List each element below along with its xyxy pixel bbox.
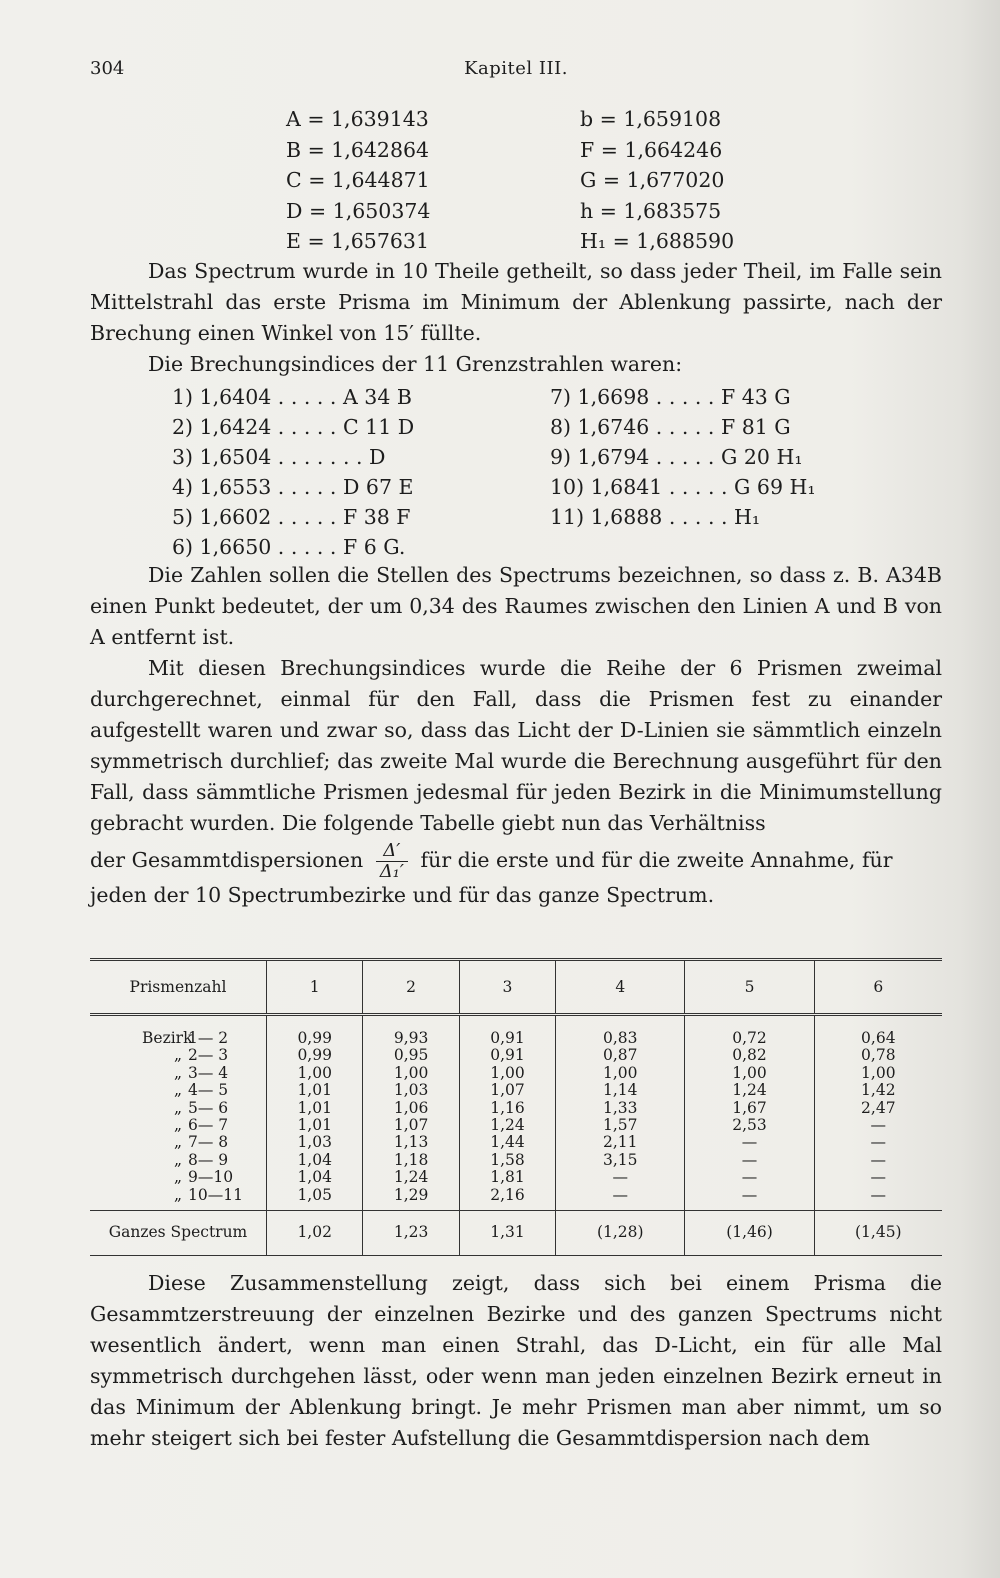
- district-label: [90, 1169, 267, 1186]
- table-cell: 1,23: [363, 1211, 459, 1256]
- table-cell: 1,03: [267, 1134, 363, 1151]
- table-cell: 1,18: [363, 1152, 459, 1169]
- table-cell: 2,53: [685, 1117, 814, 1134]
- index-row: F = 1,664246: [580, 137, 723, 162]
- table-cell: 1,33: [556, 1100, 685, 1117]
- table-cell: 0,64: [814, 1015, 942, 1048]
- index-row: G = 1,677020: [580, 168, 725, 192]
- boundary-row: 6) 1,6650 . . . . . F 6 G.: [172, 535, 406, 559]
- table-cell: 0,95: [363, 1047, 459, 1064]
- table-cell: 1,00: [814, 1065, 942, 1082]
- paragraph-number-meaning: Die Zahlen sollen die Stellen des Spectrums bezeichnen, so dass z. B. A34B einen Punkt bedeutet, der um 0,34 des Raumes zwischen den Linien A und B von A entfernt ist.: [90, 563, 942, 649]
- district-label: [90, 1117, 267, 1134]
- district-label: [90, 1152, 267, 1169]
- column-header: 4: [556, 960, 685, 1015]
- table-row: [90, 1082, 942, 1099]
- district-prefix: „: [173, 1150, 182, 1169]
- boundary-row: 2) 1,6424 . . . . . C 11 D: [172, 415, 415, 439]
- district-range: 6— 7: [188, 1116, 229, 1135]
- paragraph-conclusion: Diese Zusammenstellung zeigt, dass sich bei einem Prisma die Gesammtzerstreuung der einzelnen Bezirke und des ganzen Spectrums nicht wesentlich ändert, wenn man einen Strahl, das D-Licht, ein für alle Mal symmetrisch durchgehen lässt, oder wenn man jeden einzelnen Bezirk erneut in das Minimum der Ablenkung bringt. Je mehr Prismen man aber nimmt, um so mehr steigert sich bei fester Aufstellung die Gesammtdispersion nach dem: [90, 1271, 942, 1450]
- district-range: 3— 4: [188, 1063, 229, 1082]
- boundary-row: 7) 1,6698 . . . . . F 43 G: [550, 385, 791, 409]
- table-cell: —: [814, 1187, 942, 1211]
- index-row: B = 1,642864: [286, 137, 430, 162]
- column-header: Prismenzahl: [90, 960, 267, 1015]
- district-prefix: „: [173, 1168, 182, 1187]
- table-cell: 1,24: [363, 1169, 459, 1186]
- table-cell: 1,57: [556, 1117, 685, 1134]
- boundary-row: 10) 1,6841 . . . . . G 69 H₁: [550, 475, 816, 499]
- index-row: C = 1,644871: [286, 168, 430, 192]
- district-prefix: Bezirk: [142, 1029, 193, 1047]
- paragraph-computation: Mit diesen Brechungsindices wurde die Reihe der 6 Prismen zweimal durchgerechnet, einmal für den Fall, dass die Prismen fest zu einander aufgestellt waren und zwar so, dass das Licht der D-Linien sie sämmtlich einzeln symmetrisch durchlief; das zweite Mal wurde die Berechnung ausgeführt für den Fall, dass sämmtliche Prismen jedesmal für jeden Bezirk in die Minimumstellung gebracht wurden. Die folgende Tabelle giebt nun das Verhältniss: [90, 656, 942, 835]
- table-cell: 1,00: [459, 1065, 555, 1082]
- district-range: 9—10: [188, 1168, 234, 1187]
- dispersion-table-grid: [90, 958, 942, 1256]
- index-column-left: [286, 104, 430, 257]
- table-cell: 1,42: [814, 1082, 942, 1099]
- table-cell: 0,91: [459, 1047, 555, 1064]
- district-label: [90, 1100, 267, 1117]
- table-header-row: [90, 960, 942, 1015]
- district-prefix: „: [173, 1116, 182, 1135]
- boundary-column-right: [550, 382, 816, 532]
- table-cell: 1,06: [363, 1100, 459, 1117]
- table-cell: 1,67: [685, 1100, 814, 1117]
- boundary-row: 3) 1,6504 . . . . . . . D: [172, 445, 386, 469]
- fraction-numerator: Δ′: [376, 841, 408, 862]
- paragraph-spectrum-division: Das Spectrum wurde in 10 Theile getheilt, so dass jeder Theil, im Falle sein Mittelstrahl das erste Prisma im Minimum der Ablenkung passirte, nach der Brechung einen Winkel von 15′ füllte.: [90, 259, 942, 345]
- table-cell: 1,16: [459, 1100, 555, 1117]
- table-cell: (1,46): [685, 1211, 814, 1256]
- chapter-title: Kapitel III.: [464, 58, 568, 79]
- district-label: [90, 1134, 267, 1151]
- table-cell: (1,45): [814, 1211, 942, 1256]
- district-range: 1— 2: [188, 1029, 229, 1047]
- table-cell: 1,24: [685, 1082, 814, 1099]
- table-cell: 1,01: [267, 1100, 363, 1117]
- column-header: 1: [267, 960, 363, 1015]
- table-row: [90, 1015, 942, 1048]
- table-cell: 0,78: [814, 1047, 942, 1064]
- boundary-column-left: [172, 382, 414, 562]
- boundary-row: 9) 1,6794 . . . . . G 20 H₁: [550, 445, 803, 469]
- page-header: [90, 58, 942, 88]
- boundary-row: 8) 1,6746 . . . . . F 81 G: [550, 415, 791, 439]
- district-prefix: „: [173, 1063, 182, 1082]
- table-cell: 1,13: [363, 1134, 459, 1151]
- district-prefix: „: [173, 1133, 182, 1152]
- boundary-row: 1) 1,6404 . . . . . A 34 B: [172, 385, 412, 409]
- table-cell: 3,15: [556, 1152, 685, 1169]
- column-header: 6: [814, 960, 942, 1015]
- district-label: [90, 1065, 267, 1082]
- district-prefix: „: [173, 1081, 182, 1100]
- district-range: 10—11: [188, 1185, 243, 1204]
- table-cell: 1,00: [267, 1065, 363, 1082]
- table-cell: 1,07: [459, 1082, 555, 1099]
- table-cell: —: [814, 1134, 942, 1151]
- text-fragment: der Gesammtdispersionen: [90, 848, 364, 872]
- index-row: E = 1,657631: [286, 229, 429, 253]
- boundary-row: 5) 1,6602 . . . . . F 38 F: [172, 505, 411, 529]
- table-cell: 0,72: [685, 1015, 814, 1048]
- paragraph-dispersion-ratio: [90, 840, 942, 882]
- district-label: [90, 1187, 267, 1211]
- dispersion-fraction: [376, 841, 408, 882]
- table-cell: 1,14: [556, 1082, 685, 1099]
- table-cell: 1,04: [267, 1169, 363, 1186]
- boundary-row: 11) 1,6888 . . . . . H₁: [550, 505, 761, 529]
- table-cell: 0,82: [685, 1047, 814, 1064]
- table-cell: —: [814, 1169, 942, 1186]
- boundary-ray-list: [90, 382, 942, 560]
- page-body: [90, 104, 942, 911]
- district-prefix: „: [173, 1185, 182, 1204]
- table-cell: —: [685, 1134, 814, 1151]
- district-range: 7— 8: [188, 1133, 229, 1152]
- table-cell: 1,01: [267, 1082, 363, 1099]
- table-cell: 0,99: [267, 1015, 363, 1048]
- dispersion-table: [90, 958, 942, 1256]
- page-number: 304: [90, 58, 125, 79]
- district-prefix: „: [173, 1098, 182, 1117]
- table-cell: —: [685, 1187, 814, 1211]
- table-cell: 0,91: [459, 1015, 555, 1048]
- table-cell: 1,07: [363, 1117, 459, 1134]
- column-header: 2: [363, 960, 459, 1015]
- table-row: [90, 1152, 942, 1169]
- table-row: [90, 1047, 942, 1064]
- index-row: D = 1,650374: [286, 198, 431, 223]
- paragraph-boundary-rays-intro: Die Brechungsindices der 11 Grenzstrahlen waren:: [148, 352, 683, 376]
- index-column-right: [580, 104, 734, 257]
- table-row: [90, 1169, 942, 1186]
- table-cell: 1,00: [556, 1065, 685, 1082]
- district-range: 5— 6: [188, 1098, 229, 1117]
- table-cell: 1,02: [267, 1211, 363, 1256]
- table-cell: 1,81: [459, 1169, 555, 1186]
- table-row: [90, 1187, 942, 1211]
- table-cell: 0,87: [556, 1047, 685, 1064]
- table-row: [90, 1134, 942, 1151]
- table-cell: 1,44: [459, 1134, 555, 1151]
- table-cell: —: [556, 1187, 685, 1211]
- district-prefix: „: [173, 1046, 182, 1065]
- table-total-row: [90, 1211, 942, 1256]
- table-cell: —: [814, 1117, 942, 1134]
- table-cell: 1,24: [459, 1117, 555, 1134]
- district-label: [90, 1047, 267, 1064]
- index-row: H₁ = 1,688590: [580, 229, 735, 253]
- table-cell: —: [556, 1169, 685, 1186]
- district-range: 8— 9: [188, 1150, 229, 1169]
- table-cell: —: [814, 1152, 942, 1169]
- table-row: [90, 1065, 942, 1082]
- table-cell: 2,11: [556, 1134, 685, 1151]
- table-cell: 2,47: [814, 1100, 942, 1117]
- district-label: [90, 1082, 267, 1099]
- table-cell: 1,03: [363, 1082, 459, 1099]
- table-cell: 0,99: [267, 1047, 363, 1064]
- table-cell: 2,16: [459, 1187, 555, 1211]
- index-row: h = 1,683575: [580, 198, 722, 223]
- table-cell: (1,28): [556, 1211, 685, 1256]
- table-cell: 1,04: [267, 1152, 363, 1169]
- district-label: [90, 1015, 267, 1048]
- table-cell: —: [685, 1152, 814, 1169]
- table-cell: 1,00: [685, 1065, 814, 1082]
- table-cell: 1,01: [267, 1117, 363, 1134]
- total-label: Ganzes Spectrum: [90, 1211, 267, 1256]
- table-cell: 1,31: [459, 1211, 555, 1256]
- table-cell: 1,58: [459, 1152, 555, 1169]
- paragraph-table-intro: jeden der 10 Spectrumbezirke und für das ganze Spectrum.: [90, 883, 715, 907]
- index-row: A = 1,639143: [286, 107, 429, 131]
- district-range: 2— 3: [188, 1046, 229, 1065]
- boundary-row: 4) 1,6553 . . . . . D 67 E: [172, 475, 414, 499]
- district-range: 4— 5: [188, 1081, 229, 1100]
- refractive-index-list: [90, 104, 942, 256]
- index-row: b = 1,659108: [580, 107, 722, 131]
- table-cell: 1,00: [363, 1065, 459, 1082]
- table-cell: 1,29: [363, 1187, 459, 1211]
- table-row: [90, 1100, 942, 1117]
- table-row: [90, 1117, 942, 1134]
- table-cell: 0,83: [556, 1015, 685, 1048]
- page-tail: [90, 1268, 942, 1454]
- table-cell: 9,93: [363, 1015, 459, 1048]
- table-cell: 1,05: [267, 1187, 363, 1211]
- fraction-denominator: Δ₁′: [379, 861, 404, 882]
- column-header: 3: [459, 960, 555, 1015]
- text-fragment: für die erste und für die zweite Annahme, für: [420, 848, 893, 872]
- column-header: 5: [685, 960, 814, 1015]
- table-cell: —: [685, 1169, 814, 1186]
